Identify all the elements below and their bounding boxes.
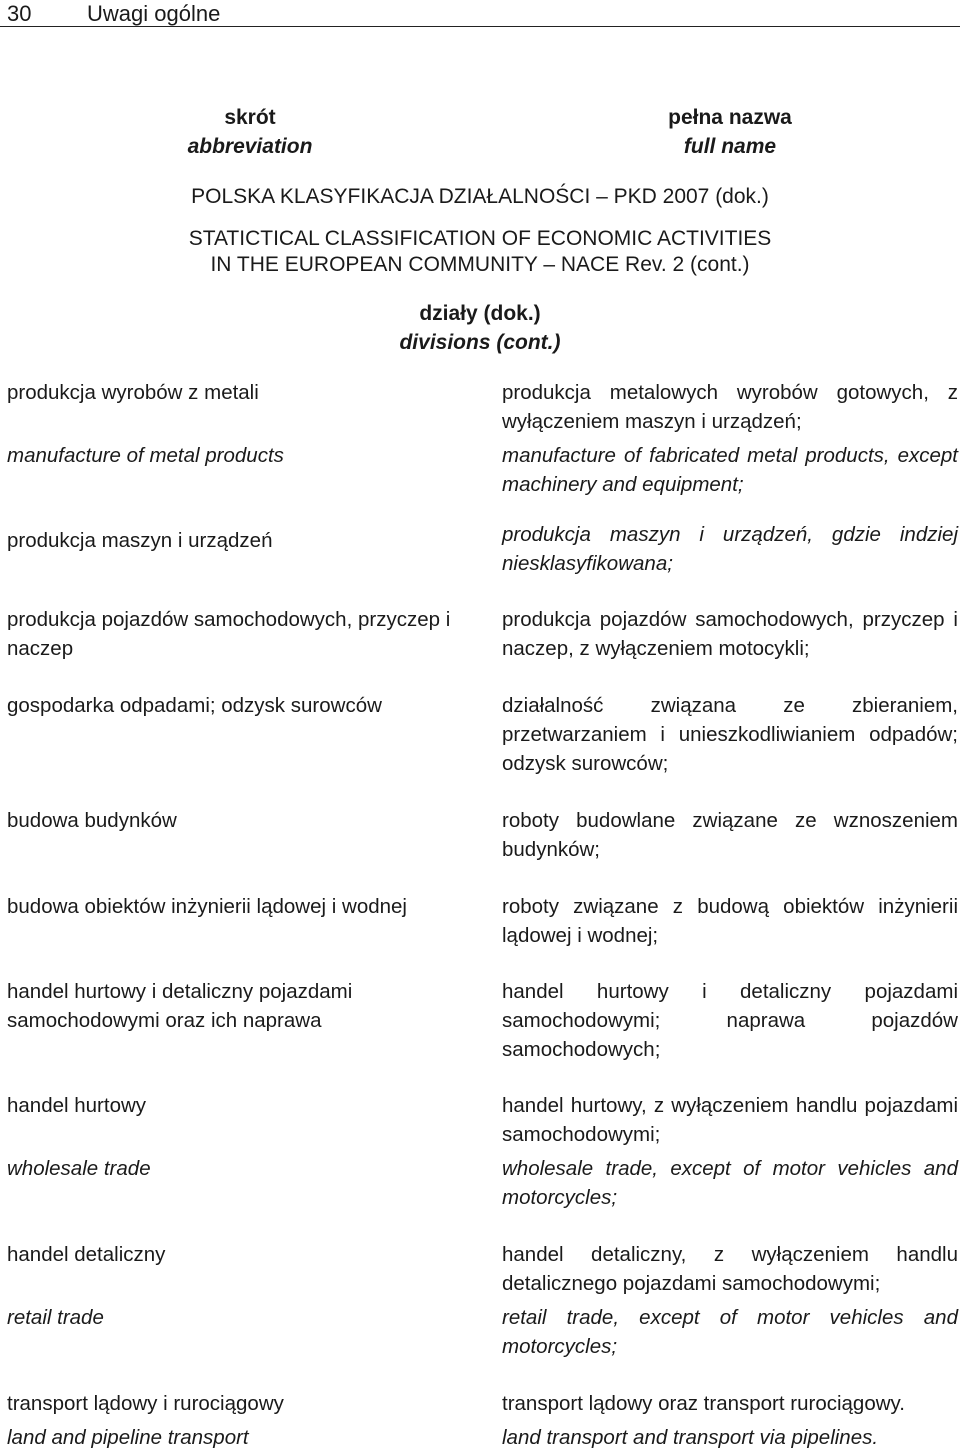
full-name-entry: produkcja metalowych wyrobów gotowych, z wyłączeniem maszyn i urządzeń; xyxy=(502,381,958,433)
abbr-entry-en: land and pipeline transport xyxy=(7,1426,249,1449)
full-name-entry-en: retail trade, except of motor vehicles and motorcycles; xyxy=(502,1306,958,1358)
full-name-entry: roboty budowlane związane ze wznoszeniem budynków; xyxy=(502,809,958,861)
abbr-entry: gospodarka odpadami; odzysk surowców xyxy=(7,694,382,717)
full-name-entry: produkcja maszyn i urządzeń, gdzie indziej niesklasyfikowana; xyxy=(502,523,958,575)
abbr-entry: produkcja wyrobów z metali xyxy=(7,381,259,404)
column-heading-en: full name xyxy=(683,135,777,158)
column-heading-en: abbreviation xyxy=(187,135,313,158)
abbr-entry-en: wholesale trade xyxy=(7,1157,151,1180)
abbr-entry: handel hurtowy i detaliczny pojazdami samochodowymi oraz ich naprawa xyxy=(7,980,353,1032)
abbr-entry: produkcja maszyn i urządzeń xyxy=(7,529,273,552)
header-title: Uwagi ogólne xyxy=(87,1,221,26)
full-name-entry: handel detaliczny, z wyłączeniem handlu detalicznego pojazdami samochodowymi; xyxy=(502,1243,958,1295)
page-header xyxy=(0,0,960,27)
full-name-entry-en: manufacture of fabricated metal products, except machinery and equipment; xyxy=(502,444,958,496)
divisions-heading-pl: działy (dok.) xyxy=(419,302,541,325)
classification-title-en-line1: STATICTICAL CLASSIFICATION OF ECONOMIC ACTIVITIES xyxy=(188,227,772,250)
abbr-entry: handel detaliczny xyxy=(7,1243,166,1266)
abbr-entry: handel hurtowy xyxy=(7,1094,147,1117)
abbr-entry: budowa budynków xyxy=(7,809,177,832)
full-name-entry-en: wholesale trade, except of motor vehicles and motorcycles; xyxy=(502,1157,958,1209)
full-name-entry: produkcja pojazdów samochodowych, przyczep i naczep, z wyłączeniem motocykli; xyxy=(502,608,958,660)
divisions-heading xyxy=(0,299,960,357)
column-heading-pl: pełna nazwa xyxy=(668,106,792,129)
full-name-entry-en: land transport and transport via pipelines. xyxy=(502,1426,879,1449)
full-name-entry: handel hurtowy, z wyłączeniem handlu pojazdami samochodowymi; xyxy=(502,1094,958,1146)
abbr-entry: budowa obiektów inżynierii lądowej i wodnej xyxy=(7,895,407,918)
full-name-entry: działalność związana ze zbieraniem, przetwarzaniem i unieszkodliwianiem odpadów; odzysk surowców; xyxy=(502,694,958,775)
page-number: 30 xyxy=(7,1,32,26)
column-heading-abbreviation xyxy=(130,103,370,161)
classification-title-pl: POLSKA KLASYFIKACJA DZIAŁALNOŚCI – PKD 2007 (dok.) xyxy=(191,185,769,208)
full-name-entry: roboty związane z budową obiektów inżynierii lądowej i wodnej; xyxy=(502,895,958,947)
abbr-entry: produkcja pojazdów samochodowych, przyczep i naczep xyxy=(7,608,451,660)
abbr-entry: transport lądowy i rurociągowy xyxy=(7,1392,284,1415)
column-heading-pl: skrót xyxy=(224,106,276,129)
abbr-entry-en: retail trade xyxy=(7,1306,104,1329)
classification-title-en-line2: IN THE EUROPEAN COMMUNITY – NACE Rev. 2 (cont.) xyxy=(210,253,750,276)
column-heading-full-name xyxy=(600,103,860,161)
divisions-heading-en: divisions (cont.) xyxy=(399,331,561,354)
full-name-entry: transport lądowy oraz transport rurociągowy. xyxy=(502,1392,905,1415)
abbr-entry-en: manufacture of metal products xyxy=(7,444,284,467)
full-name-entry: handel hurtowy i detaliczny pojazdami samochodowymi; naprawa pojazdów samochodowych; xyxy=(502,980,958,1061)
